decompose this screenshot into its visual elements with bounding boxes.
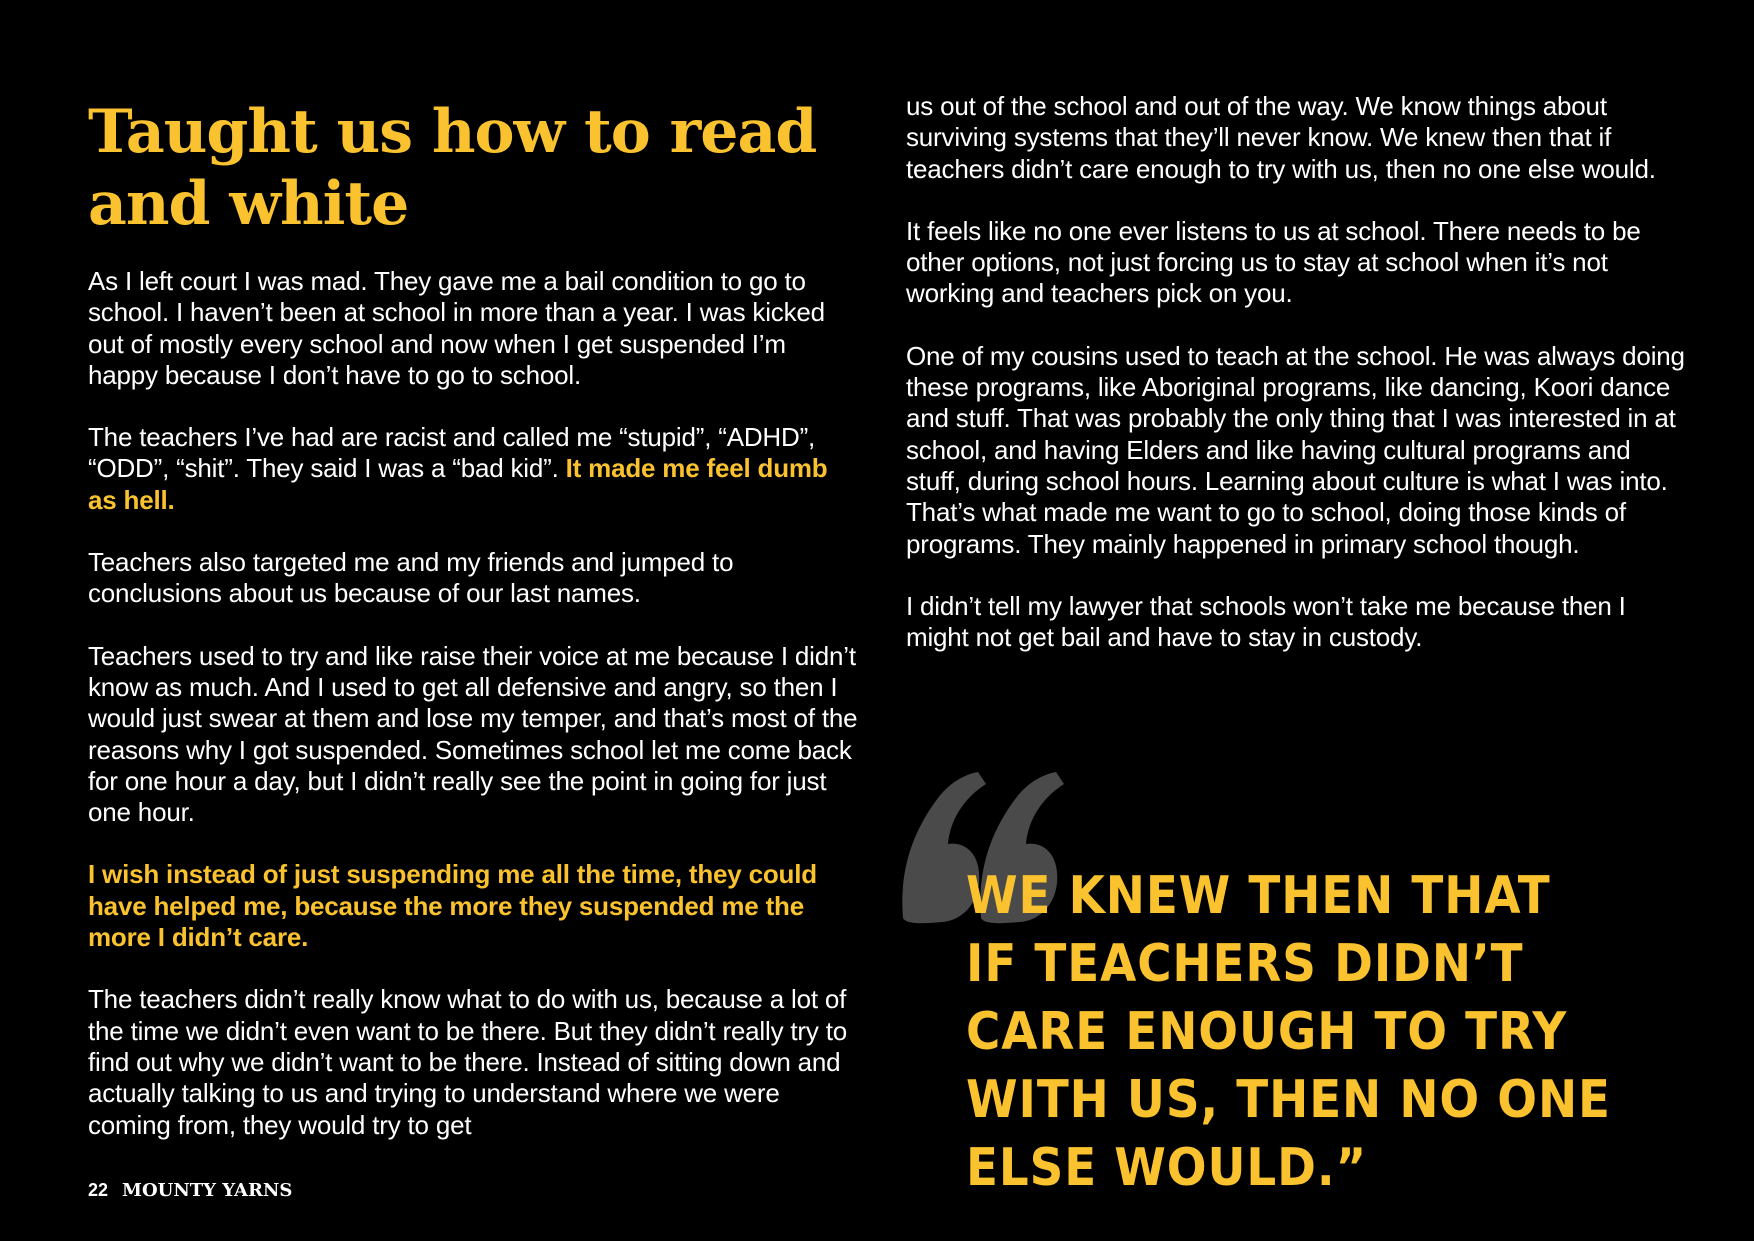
paragraph-2-highlight: It made me feel dumb as hell. — [88, 453, 828, 515]
body-paragraph-6: The teachers didn’t really know what to do with us, because a lot of the time we didn’t even want to be there. But they didn’t really try to find out why we didn’t want to be there. Instead of sitting down and actually talking to us and trying to understand where we were coming from, they would try to get — [88, 984, 847, 1140]
paragraph-2-text: The teachers I’ve had are racist and called me “stupid”, “ADHD”, “ODD”, “shit”. They said I was a “bad kid”. — [88, 422, 816, 484]
body-paragraph-10: I didn’t tell my lawyer that schools won’t take me because then I might not get bail and have to stay in custody. — [906, 590, 1626, 653]
body-paragraph-7: us out of the school and out of the way. We know things about surviving systems that they’ll never know. We knew then that if teachers didn’t care enough to try with us, then no one else would. — [906, 91, 1656, 184]
body-paragraph-9: One of my cousins used to teach at the school. He was always doing these programs, like Aboriginal programs, like dancing, Koori dance and stuff. That was probably the only thing that I was interested in at school, and having Elders and like having cultural programs and stuff, during school hours. Learning about culture is what I was into. That’s what made me want to go to school, doing those kinds of programs. They mainly happened in primary school though. — [906, 340, 1685, 559]
body-paragraph-3: Teachers also targeted me and my friends and jumped to conclusions about us because of our last names. — [88, 547, 734, 609]
page-number: 22 — [88, 1180, 109, 1200]
page-footer — [88, 1180, 292, 1201]
body-paragraph-1: As I left court I was mad. They gave me a bail condition to go to school. I haven’t been at school in more than a year. I was kicked out of mostly every school and now when I get suspended I’m happy because I don’t have to go to school. — [88, 266, 825, 390]
highlight-paragraph: I wish instead of just suspending me all the time, they could have helped me, because the more they suspended me the more I didn’t care. — [88, 859, 817, 953]
body-paragraph-2 — [88, 422, 858, 516]
pull-quote: WE KNEW THEN THAT IF TEACHERS DIDN’T CARE ENOUGH TO TRY WITH US, THEN NO ONE ELSE WOULD.” — [966, 866, 1611, 1198]
page-title: Taught us how to read and white — [88, 97, 817, 239]
right-column — [906, 91, 1686, 684]
body-paragraph-8: It feels like no one ever listens to us at school. There needs to be other options, not just forcing us to stay at school when it’s not working and teachers pick on you. — [906, 215, 1641, 309]
body-paragraph-4: Teachers used to try and like raise their voice at me because I didn’t know as much. And I used to get all defensive and angry, so then I would just swear at them and lose my temper, and that’s most of the reasons why I got suspended. Sometimes school let me come back for one hour a day, but I didn’t really see the point in going for just one hour. — [88, 640, 858, 828]
publication-name: MOUNTY YARNS — [122, 1180, 293, 1201]
left-column — [88, 96, 858, 1172]
